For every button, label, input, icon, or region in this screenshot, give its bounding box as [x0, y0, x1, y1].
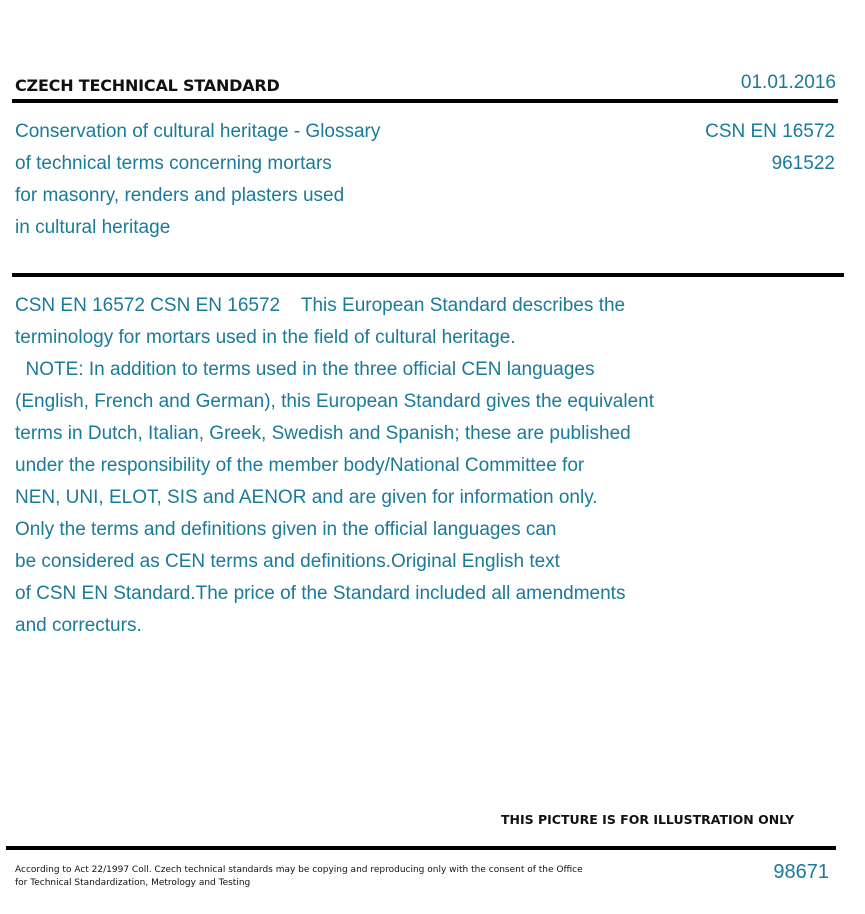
footer-divider — [6, 846, 836, 850]
publication-date: 01.01.2016 — [740, 72, 836, 93]
copyright-notice — [15, 864, 583, 890]
description-line: be considered as CEN terms and definitions.Original English text — [15, 551, 560, 572]
description-line: of CSN EN Standard.The price of the Standard included all amendments — [15, 583, 626, 604]
standard-number: CSN EN 16572 — [705, 121, 835, 142]
standard-title — [15, 116, 380, 244]
description-line: terms in Dutch, Italian, Greek, Swedish and Spanish; these are published — [15, 423, 631, 444]
description-line: CSN EN 16572 CSN EN 16572 This European Standard describes the — [15, 295, 626, 316]
classification-code: 961522 — [771, 153, 835, 174]
illustration-notice: THIS PICTURE IS FOR ILLUSTRATION ONLY — [501, 812, 795, 827]
title-line: for masonry, renders and plasters used — [15, 185, 345, 206]
description-line: (English, French and German), this European Standard gives the equivalent — [15, 391, 654, 412]
standard-type-label: CZECH TECHNICAL STANDARD — [15, 76, 280, 95]
description-line: Only the terms and definitions given in the official languages can — [15, 519, 557, 540]
title-line: Conservation of cultural heritage - Glossary — [15, 121, 381, 142]
standard-codes — [705, 116, 835, 180]
standard-description — [15, 290, 654, 642]
title-line: of technical terms concerning mortars — [15, 153, 332, 174]
document-number: 98671 — [773, 861, 829, 883]
title-divider — [12, 273, 844, 277]
copyright-line: According to Act 22/1997 Coll. Czech technical standards may be copying and reproducing only with the consent of the Office — [15, 865, 583, 875]
copyright-line: for Technical Standardization, Metrology and Testing — [15, 878, 251, 888]
description-line: NOTE: In addition to terms used in the three official CEN languages — [15, 359, 595, 380]
header-divider — [12, 99, 838, 103]
description-line: under the responsibility of the member body/National Committee for — [15, 455, 585, 476]
description-line: and correcturs. — [15, 615, 142, 636]
description-line: terminology for mortars used in the field of cultural heritage. — [15, 327, 516, 348]
description-line: NEN, UNI, ELOT, SIS and AENOR and are given for information only. — [15, 487, 598, 508]
title-line: in cultural heritage — [15, 217, 171, 238]
